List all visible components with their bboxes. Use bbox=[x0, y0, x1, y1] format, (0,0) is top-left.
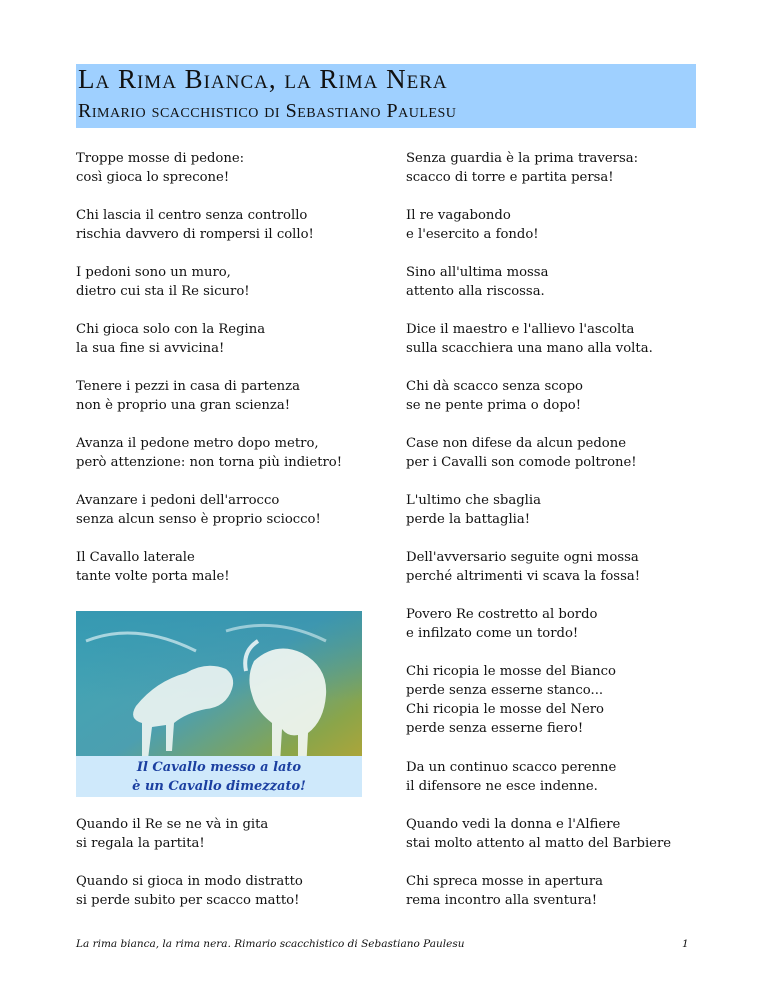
rhyme-line: tante volte porta male! bbox=[76, 569, 230, 584]
rhyme-line: Chi lascia il centro senza controllo bbox=[76, 208, 308, 223]
rhyme-stanza bbox=[76, 263, 396, 301]
rhyme-stanza bbox=[76, 872, 396, 910]
rhyme-line: il difensore ne esce indenne. bbox=[406, 779, 598, 794]
rhyme-line: Sino all'ultima mossa bbox=[406, 265, 549, 280]
rhyme-line: stai molto attento al matto del Barbiere bbox=[406, 836, 672, 851]
rhyme-line: Da un continuo scacco perenne bbox=[406, 760, 617, 775]
rhyme-line: Dell'avversario seguite ogni mossa bbox=[406, 550, 639, 565]
rhyme-line: però attenzione: non torna più indietro! bbox=[76, 455, 343, 470]
rhyme-line: I pedoni sono un muro, bbox=[76, 265, 231, 280]
rhyme-stanza bbox=[76, 320, 396, 358]
rhyme-line: Tenere i pezzi in casa di partenza bbox=[76, 379, 300, 394]
rhyme-stanza bbox=[76, 548, 396, 586]
rhyme-stanza bbox=[406, 548, 726, 586]
rhyme-stanza bbox=[406, 149, 726, 187]
rhyme-line: sulla scacchiera una mano alla volta. bbox=[406, 341, 653, 356]
caption-line: è un Cavallo dimezzato! bbox=[132, 779, 306, 794]
rhyme-line: attento alla riscossa. bbox=[406, 284, 545, 299]
rhyme-stanza bbox=[76, 491, 396, 529]
page-title: La Rima Bianca, la Rima Nera bbox=[78, 64, 448, 94]
rhyme-line: Quando vedi la donna e l'Alfiere bbox=[406, 817, 621, 832]
rhyme-line: Senza guardia è la prima traversa: bbox=[406, 151, 639, 166]
rhyme-line: Avanza il pedone metro dopo metro, bbox=[76, 436, 319, 451]
rhyme-stanza bbox=[406, 206, 726, 244]
rhyme-line: così gioca lo sprecone! bbox=[76, 170, 230, 185]
rhyme-line: si regala la partita! bbox=[76, 836, 205, 851]
rhyme-stanza bbox=[406, 491, 726, 529]
rhyme-line: dietro cui sta il Re sicuro! bbox=[76, 284, 250, 299]
image-caption bbox=[76, 756, 362, 797]
rhyme-stanza bbox=[406, 872, 726, 910]
rhyme-line: perché altrimenti vi scava la fossa! bbox=[406, 569, 641, 584]
rhyme-line: si perde subito per scacco matto! bbox=[76, 893, 300, 908]
rhyme-stanza bbox=[406, 662, 726, 738]
rhyme-line: Quando si gioca in modo distratto bbox=[76, 874, 303, 889]
rhyme-line: Chi spreca mosse in apertura bbox=[406, 874, 604, 889]
rhyme-line: Il re vagabondo bbox=[406, 208, 511, 223]
rhyme-line: Case non difese da alcun pedone bbox=[406, 436, 627, 451]
rhyme-stanza bbox=[76, 815, 396, 853]
rhyme-line: non è proprio una gran scienza! bbox=[76, 398, 291, 413]
rhyme-line: perde la battaglia! bbox=[406, 512, 531, 527]
rhyme-stanza bbox=[406, 320, 726, 358]
rhyme-stanza bbox=[406, 263, 726, 301]
rhyme-stanza bbox=[406, 377, 726, 415]
rhyme-stanza bbox=[76, 149, 396, 187]
rhyme-stanza bbox=[76, 377, 396, 415]
rhyme-line: Troppe mosse di pedone: bbox=[76, 151, 245, 166]
rhyme-line: e infilzato come un tordo! bbox=[406, 626, 579, 641]
rhyme-line: senza alcun senso è proprio sciocco! bbox=[76, 512, 321, 527]
rhyme-line: e l'esercito a fondo! bbox=[406, 227, 539, 242]
rhyme-line: per i Cavalli son comode poltrone! bbox=[406, 455, 637, 470]
rhyme-line: Chi ricopia le mosse del Nero bbox=[406, 702, 604, 717]
rhyme-line: Chi dà scacco senza scopo bbox=[406, 379, 583, 394]
page-number: 1 bbox=[682, 938, 689, 950]
rhyme-line: L'ultimo che sbaglia bbox=[406, 493, 541, 508]
rhyme-line: perde senza esserne fiero! bbox=[406, 721, 584, 736]
rhyme-stanza bbox=[76, 434, 396, 472]
footer-text: La rima bianca, la rima nera. Rimario scacchistico di Sebastiano Paulesu bbox=[76, 938, 465, 950]
rhyme-stanza bbox=[406, 758, 726, 796]
rhyme-stanza bbox=[406, 434, 726, 472]
rhyme-line: Povero Re costretto al bordo bbox=[406, 607, 598, 622]
rhyme-line: Chi gioca solo con la Regina bbox=[76, 322, 266, 337]
rhyme-line: la sua fine si avvicina! bbox=[76, 341, 225, 356]
rhyme-line: Dice il maestro e l'allievo l'ascolta bbox=[406, 322, 635, 337]
caption-line: Il Cavallo messo a lato bbox=[136, 760, 302, 775]
rhyme-line: Quando il Re se ne và in gita bbox=[76, 817, 269, 832]
rhyme-line: rema incontro alla sventura! bbox=[406, 893, 598, 908]
page-subtitle: Rimario scacchistico di Sebastiano Paulesu bbox=[78, 100, 457, 122]
rhyme-line: Il Cavallo laterale bbox=[76, 550, 195, 565]
rhyme-line: Avanzare i pedoni dell'arrocco bbox=[76, 493, 280, 508]
rhyme-line: scacco di torre e partita persa! bbox=[406, 170, 614, 185]
rhyme-line: se ne pente prima o dopo! bbox=[406, 398, 582, 413]
rhyme-line: perde senza esserne stanco... bbox=[406, 683, 604, 698]
rhyme-line: rischia davvero di rompersi il collo! bbox=[76, 227, 314, 242]
rhyme-stanza bbox=[406, 815, 726, 853]
rhyme-stanza bbox=[76, 206, 396, 244]
rhyme-line: Chi ricopia le mosse del Bianco bbox=[406, 664, 616, 679]
rhyme-stanza bbox=[406, 605, 726, 643]
